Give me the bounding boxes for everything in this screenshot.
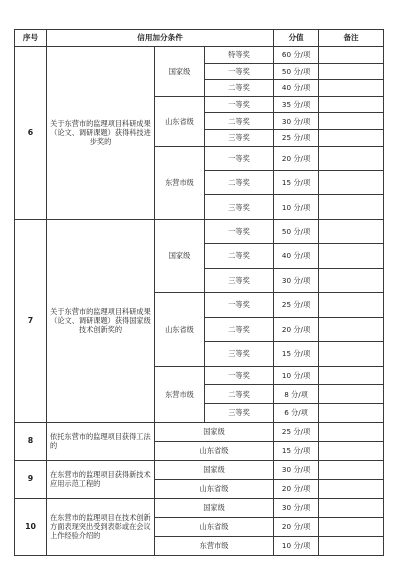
award-level: 国家级 [155, 422, 274, 441]
award-grade: 二等奖 [205, 244, 274, 269]
score-value: 25 分/项 [274, 129, 319, 146]
header-note: 备注 [319, 30, 384, 47]
note-cell [319, 80, 384, 97]
table-row [15, 498, 384, 517]
award-grade: 一等奖 [205, 96, 274, 113]
score-value: 15 分/项 [274, 170, 319, 194]
award-grade: 二等奖 [205, 317, 274, 342]
score-value: 50 分/项 [274, 219, 319, 244]
note-cell [319, 96, 384, 113]
note-cell [319, 113, 384, 130]
note-cell [319, 244, 384, 269]
score-value: 10 分/项 [274, 536, 319, 555]
award-level: 山东省级 [155, 293, 205, 367]
award-grade: 一等奖 [205, 293, 274, 318]
score-value: 50 分/项 [274, 63, 319, 80]
header-score: 分值 [274, 30, 319, 47]
award-level: 国家级 [155, 460, 274, 479]
condition-description: 在东营市的监理项目在技术创新方面表现突出受到表彰或在会议上作经验介绍的 [47, 498, 155, 555]
award-grade: 三等奖 [205, 195, 274, 219]
score-value: 6 分/项 [274, 403, 319, 422]
row-seq: 10 [15, 498, 47, 555]
note-cell [319, 441, 384, 460]
score-value: 25 分/项 [274, 422, 319, 441]
header-row [15, 30, 384, 47]
score-value: 40 分/项 [274, 244, 319, 269]
row-seq: 8 [15, 422, 47, 460]
note-cell [319, 536, 384, 555]
score-value: 30 分/项 [274, 268, 319, 293]
note-cell [319, 342, 384, 367]
score-value: 20 分/项 [274, 146, 319, 170]
award-grade: 一等奖 [205, 146, 274, 170]
note-cell [319, 170, 384, 194]
row-seq: 6 [15, 47, 47, 220]
award-grade: 二等奖 [205, 170, 274, 194]
note-cell [319, 63, 384, 80]
note-cell [319, 129, 384, 146]
award-level: 国家级 [155, 219, 205, 293]
award-grade: 一等奖 [205, 63, 274, 80]
note-cell [319, 517, 384, 536]
note-cell [319, 460, 384, 479]
award-grade: 一等奖 [205, 219, 274, 244]
award-grade: 二等奖 [205, 113, 274, 130]
score-value: 30 分/项 [274, 460, 319, 479]
note-cell [319, 268, 384, 293]
award-grade: 三等奖 [205, 129, 274, 146]
score-value: 8 分/项 [274, 385, 319, 404]
award-level: 山东省级 [155, 479, 274, 498]
note-cell [319, 293, 384, 318]
note-cell [319, 385, 384, 404]
score-value: 15 分/项 [274, 342, 319, 367]
award-grade: 二等奖 [205, 80, 274, 97]
award-grade: 三等奖 [205, 268, 274, 293]
note-cell [319, 403, 384, 422]
header-condition: 信用加分条件 [47, 30, 274, 47]
note-cell [319, 195, 384, 219]
score-value: 30 分/项 [274, 498, 319, 517]
score-value: 20 分/项 [274, 517, 319, 536]
table-row [15, 460, 384, 479]
award-grade: 三等奖 [205, 342, 274, 367]
score-value: 30 分/项 [274, 113, 319, 130]
note-cell [319, 219, 384, 244]
score-value: 40 分/项 [274, 80, 319, 97]
table-row [15, 47, 384, 64]
condition-description: 关于东营市的监理项目科研成果（论文、调研课题）获得科技进步奖的 [47, 47, 155, 220]
award-level: 东营市级 [155, 366, 205, 422]
score-value: 10 分/项 [274, 366, 319, 385]
award-level: 国家级 [155, 498, 274, 517]
row-seq: 7 [15, 219, 47, 422]
score-value: 20 分/项 [274, 479, 319, 498]
award-grade: 特等奖 [205, 47, 274, 64]
note-cell [319, 479, 384, 498]
award-level: 山东省级 [155, 517, 274, 536]
note-cell [319, 317, 384, 342]
award-level: 山东省级 [155, 441, 274, 460]
table-body [15, 47, 384, 556]
score-value: 35 分/项 [274, 96, 319, 113]
score-value: 15 分/项 [274, 441, 319, 460]
award-level: 国家级 [155, 47, 205, 97]
row-seq: 9 [15, 460, 47, 498]
note-cell [319, 146, 384, 170]
award-level: 东营市级 [155, 146, 205, 219]
award-grade: 二等奖 [205, 385, 274, 404]
credit-score-table [14, 29, 384, 556]
condition-description: 关于东营市的监理项目科研成果（论文、调研课题）获得国家级技术创新奖的 [47, 219, 155, 422]
note-cell [319, 47, 384, 64]
note-cell [319, 498, 384, 517]
score-value: 60 分/项 [274, 47, 319, 64]
condition-description: 在东营市的监理项目获得新技术应用示范工程的 [47, 460, 155, 498]
award-grade: 一等奖 [205, 366, 274, 385]
award-level: 东营市级 [155, 536, 274, 555]
note-cell [319, 366, 384, 385]
award-grade: 三等奖 [205, 403, 274, 422]
award-level: 山东省级 [155, 96, 205, 146]
table-row [15, 219, 384, 244]
header-seq: 序号 [15, 30, 47, 47]
note-cell [319, 422, 384, 441]
score-value: 10 分/项 [274, 195, 319, 219]
score-value: 25 分/项 [274, 293, 319, 318]
score-value: 20 分/项 [274, 317, 319, 342]
condition-description: 依托东营市的监理项目获得工法的 [47, 422, 155, 460]
table-row [15, 422, 384, 441]
